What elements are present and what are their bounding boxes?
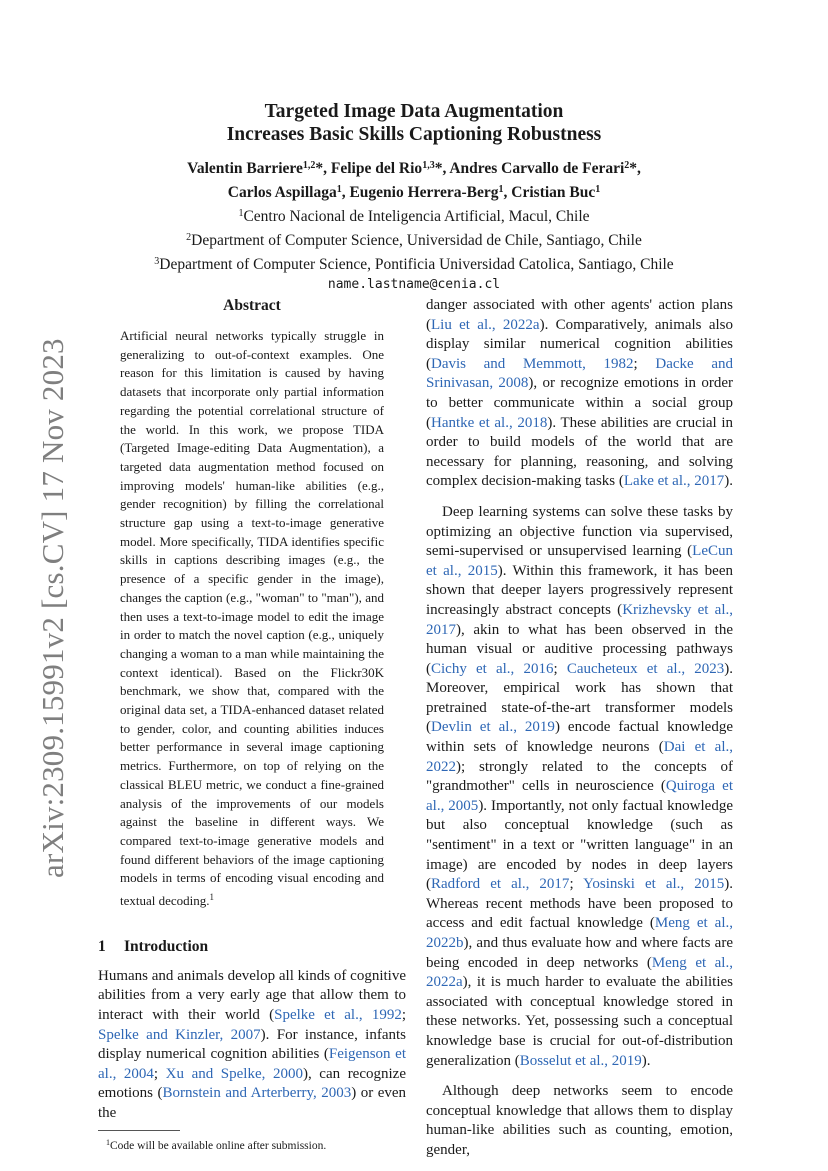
left-column (98, 296, 406, 1154)
citation-link[interactable]: Yosinski et al., 2015 (583, 876, 725, 893)
section-number: 1 (98, 937, 106, 955)
paragraph-text: ). (641, 1052, 651, 1069)
paragraph-text: ; (633, 355, 656, 372)
paragraph-text: ), akin to what has been observed in the human visual or auditive processing pathways ( (426, 621, 733, 677)
paragraph-text: ), or recognize emotions in order to better communicate within a social group ( (426, 375, 733, 431)
citation-link[interactable]: Feigenson et al., 2004 (98, 1046, 406, 1082)
author: Valentin Barriere$^{1,2}$*, (187, 160, 331, 177)
paragraph-text: Deep learning systems can solve these tasks by optimizing an objective function via supervised, semi-supervised or unsupervised learning ( (426, 503, 733, 560)
paragraph-text: Although deep networks seem to encode conceptual knowledge that allows them to display human-like abilities such as counting, emotion, gender, (426, 1083, 733, 1158)
title-line-2: Increases Basic Skills Captioning Robustness (226, 124, 602, 145)
paragraph-text: ), it is much harder to evaluate the abilities associated with conceptual knowledge stored in these networks. Yet, possessing such a conceptual knowledge base is crucial for out-of-distribution generalization ( (426, 974, 733, 1069)
citation-link[interactable]: Liu et al., 2022a (431, 316, 540, 333)
abstract-heading: Abstract (223, 297, 281, 314)
paper-title (96, 100, 732, 146)
paragraph-text: ). (724, 473, 734, 490)
citation-link[interactable]: Dai et al., 2022 (426, 739, 734, 775)
section-title: Introduction (124, 937, 209, 955)
paragraph-text: ), and thus evaluate how and where facts are being encoded in deep networks ( (426, 935, 733, 971)
contact-email: name.lastname@cenia.cl (327, 277, 501, 292)
citation-link[interactable]: Caucheteux et al., 2023 (566, 660, 725, 677)
footnote-marker: 1 (209, 892, 215, 903)
citation-link[interactable]: Devlin et al., 2019 (431, 719, 555, 736)
citation-link[interactable]: Bornstein and Arterberry, 2003 (162, 1085, 352, 1102)
affiliation: $^1$Centro Nacional de Inteligencia Artificial, Macul, Chile (238, 208, 590, 225)
intro-paragraph (98, 967, 406, 1124)
right-column (426, 296, 733, 1161)
citation-link[interactable]: Meng et al., 2022a (426, 954, 733, 991)
paragraph-text: ), can recognize emotions ( (98, 1065, 406, 1102)
footnote: $^1$Code will be available online after submission. (106, 1137, 327, 1152)
affiliation: $^3$Department of Computer Science, Pontificia Universidad Catolica, Santiago, Chile (154, 256, 674, 273)
author: Felipe del Rio$^{1,3}$*, (330, 160, 450, 177)
body-paragraph (426, 503, 733, 1071)
citation-link[interactable]: Radford et al., 2017 (431, 876, 570, 893)
author-list (96, 155, 732, 203)
author: Cristian Buc$^1$ (511, 184, 601, 201)
paragraph-text: ; (569, 876, 584, 893)
citation-link[interactable]: Hantke et al., 2018 (431, 414, 548, 431)
paragraph-text: ). Importantly, not only factual knowledge but also conceptual knowledge (such as "sentiment" in a text or "written language" in an image) are encoded by nodes in deep layers ( (426, 797, 734, 893)
body-paragraph (426, 1082, 733, 1160)
paragraph-text: ). For instance, infants display numerical cognition abilities ( (98, 1026, 406, 1063)
citation-link[interactable]: LeCun et al., 2015 (426, 543, 733, 579)
paragraph-text: ). Whereas recent methods have been proposed to access and edit factual knowledge ( (426, 876, 733, 932)
paragraph-text: ). Moreover, empirical work has shown that pretrained state-of-the-art transformer models ( (426, 660, 733, 736)
section-heading-introduction (98, 937, 406, 957)
author: Andres Carvallo de Ferari$^2$*, (449, 160, 641, 177)
paragraph-text: ; (401, 1006, 406, 1023)
affiliation: $^2$Department of Computer Science, Universidad de Chile, Santiago, Chile (186, 232, 642, 249)
citation-link[interactable]: Xu and Spelke, 2000 (165, 1065, 303, 1082)
abstract-text: Artificial neural networks typically struggle in generalizing to out-of-context examples. One reason for this limitation is caused by having datasets that incorporate only partial information regarding the potential correlational structure of the world. In this work, we propose TIDA (Targeted Image-editing Data Augmentation), a targeted data augmentation method focused on improving models' human-like abilities (e.g., gender recognition) by filling the correlational structure gap using a text-to-image generative model. More specifically, TIDA identifies specific skills in captions describing images (e.g., the presence of a specific gender in the image), changes the caption (e.g., "woman" to "man"), and then uses a text-to-image model to edit the image in order to match the novel caption (e.g., uniquely changing a woman to a man while maintaining the context identical). Based on the Flickr30K benchmark, we show that, compared with the original data set, a TIDA-enhanced dataset related to gender, color, and counting abilities induces better performance in several image captioning metrics. Furthermore, on top of relying on the classical BLEU metric, we conduct a fine-grained analysis of the improvements of our models against the baseline in different ways. We compared text-to-image generative models and found different behaviors of the image captioning models in terms of encoding visual encoding and textual decoding.$^1$ (120, 328, 384, 909)
citation-link[interactable]: Lake et al., 2017 (623, 473, 725, 490)
paragraph-text: ). These abilities are crucial in order to build models of the world that are necessary for planning, reasoning, and solving complex decision-making tasks ( (426, 414, 734, 490)
citation-link[interactable]: Spelke et al., 1992 (274, 1006, 402, 1023)
paragraph-text: ). Comparatively, animals also display similar numerical cognition abilities ( (426, 316, 733, 372)
paragraph-text: ) encode factual knowledge within sets of knowledge neurons ( (426, 719, 733, 756)
citation-link[interactable]: Davis and Memmott, 1982 (431, 355, 634, 372)
citation-link[interactable]: Krizhevsky et al., 2017 (426, 601, 733, 638)
body-paragraph (426, 296, 733, 492)
citation-link[interactable]: Dacke and Srinivasan, 2008 (426, 355, 733, 392)
citation-link[interactable]: Cichy et al., 2016 (431, 660, 554, 677)
arxiv-identifier-text: arXiv:2309.15991v2 [cs.CV] 17 Nov 2023 (35, 338, 70, 878)
citation-link[interactable]: Meng et al., 2022b (426, 915, 733, 951)
author: Carlos Aspillaga$^1$, (227, 184, 350, 201)
citation-link[interactable]: Bosselut et al., 2019 (519, 1052, 642, 1069)
citation-link[interactable]: Quiroga et al., 2005 (426, 778, 734, 814)
paragraph-text: danger associated with other agents' action plans ( (426, 297, 733, 333)
paragraph-text: ; (553, 660, 567, 677)
paper-header (96, 100, 732, 295)
citation-link[interactable]: Spelke and Kinzler, 2007 (98, 1026, 261, 1043)
paragraph-text: Humans and animals develop all kinds of cognitive abilities from a very early age that allow them to interact with their world ( (98, 967, 406, 1023)
paragraph-text: ; (153, 1065, 166, 1082)
paragraph-text: ) or even the (98, 1085, 407, 1121)
paragraph-text: ). Within this framework, it has been shown that deeper layers progressively represent increasingly abstract concepts ( (426, 562, 733, 618)
title-line-1: Targeted Image Data Augmentation (264, 101, 564, 122)
footnote-rule (98, 1130, 180, 1131)
author: Eugenio Herrera-Berg$^1$, (349, 184, 512, 201)
arxiv-identifier-stamp (14, 318, 70, 878)
paragraph-text: ); strongly related to the concepts of "grandmother" cells in neuroscience ( (426, 758, 733, 795)
